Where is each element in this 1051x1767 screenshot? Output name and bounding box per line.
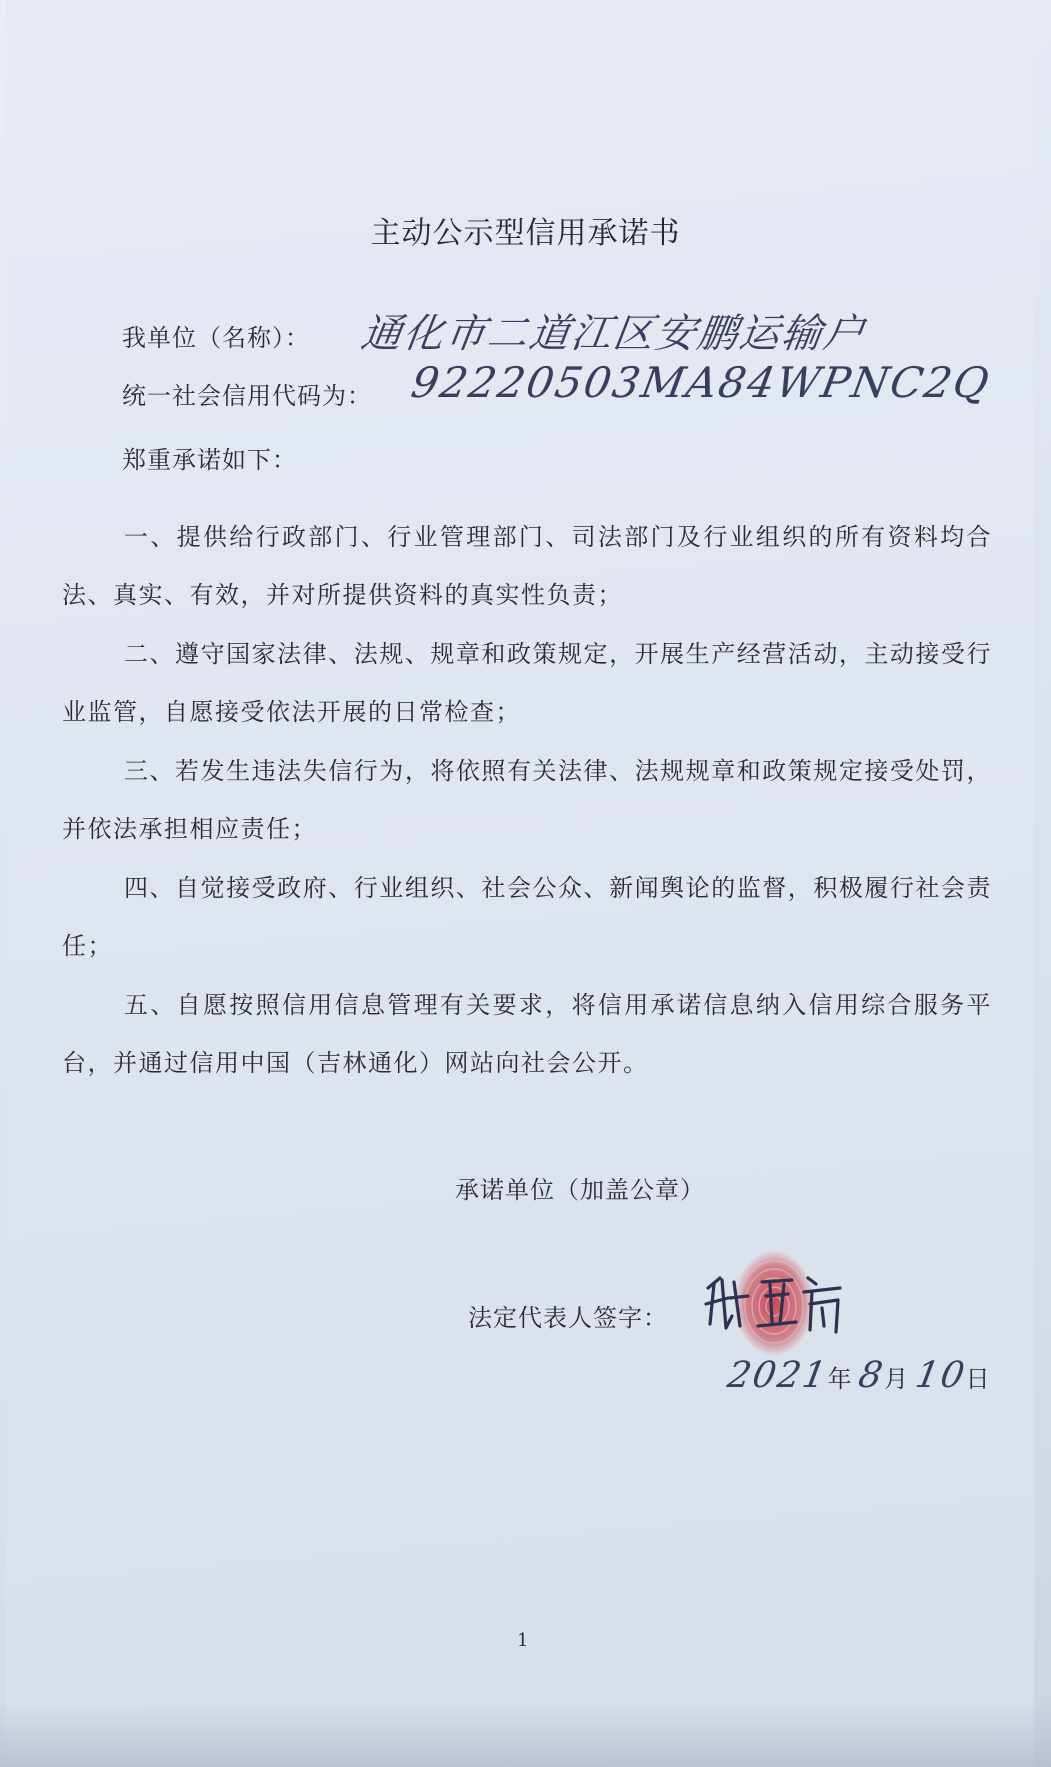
page-number: 1 xyxy=(517,1630,529,1651)
clause-5: 五、自愿按照信用信息管理有关要求，将信用承诺信息纳入信用综合服务平台，并通过信用中国（吉林通化）网站向社会公开。 xyxy=(62,991,992,1077)
paper-bottom-shadow xyxy=(0,1700,1051,1767)
document-title: 主动公示型信用承诺书 xyxy=(370,216,681,251)
date-year-unit: 年 xyxy=(827,1365,852,1393)
credit-code-line xyxy=(122,358,995,411)
date-year: 2021 xyxy=(724,1355,832,1396)
unit-name-line xyxy=(122,311,869,357)
clause-2: 二、遵守国家法律、法规、规章和政策规定，开展生产经营活动，主动接受行业监管，自愿接受依法开展的日常检查； xyxy=(62,640,992,726)
clause-3: 三、若发生违法失信行为，将依照有关法律、法规规章和政策规定接受处罚，并依法承担相应责任； xyxy=(62,757,992,843)
unit-label: 我单位（名称）： xyxy=(122,324,310,352)
date-day: 10 xyxy=(912,1355,970,1396)
pledge-intro: 郑重承诺如下： xyxy=(122,446,297,474)
date-month: 8 xyxy=(855,1355,888,1396)
seal-label: 承诺单位（加盖公章） xyxy=(455,1176,705,1204)
clause-4: 四、自觉接受政府、行业组织、社会公众、新闻舆论的监督，积极履行社会责任； xyxy=(62,874,992,960)
credit-code-label: 统一社会信用代码为： xyxy=(122,382,372,410)
date-day-unit: 日 xyxy=(965,1365,990,1393)
signing-date xyxy=(724,1355,990,1396)
credit-code-handwritten: 92220503MA84WPNC2Q xyxy=(407,358,995,407)
signature-handwriting xyxy=(700,1268,850,1338)
date-month-unit: 月 xyxy=(884,1365,909,1393)
unit-name-handwritten: 通化市二道江区安鹏运输户 xyxy=(358,311,869,357)
signature-label: 法定代表人签字： xyxy=(468,1304,668,1332)
clause-1: 一、提供给行政部门、行业管理部门、司法部门及行业组织的所有资料均合法、真实、有效，并对所提供资料的真实性负责； xyxy=(62,523,992,609)
